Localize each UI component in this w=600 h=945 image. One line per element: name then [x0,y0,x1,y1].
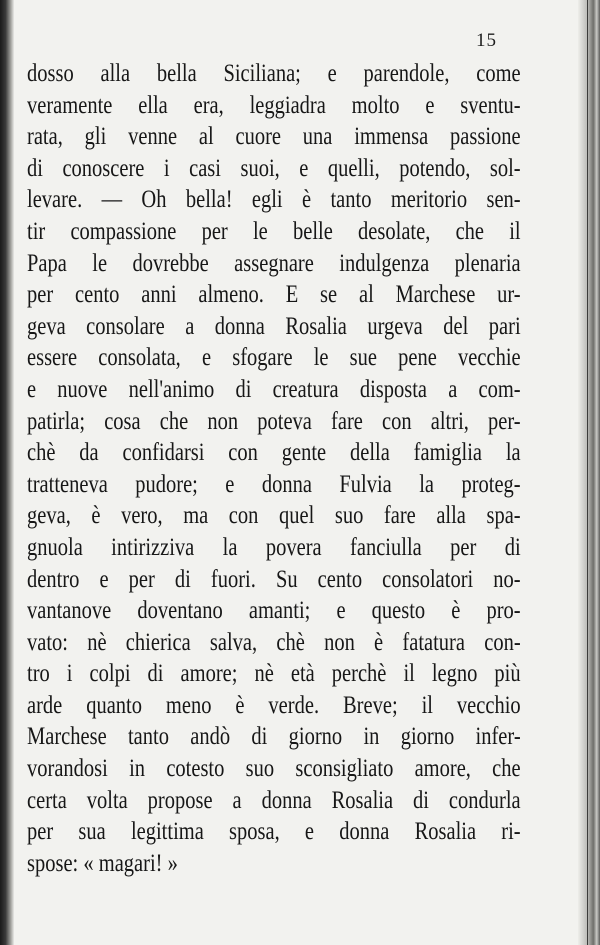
page-number: 15 [476,30,497,51]
text-line: geva consolare a donna Rosalia urgeva del pari [27,312,521,340]
text-line: per cento anni almeno. E se al Marchese ur- [27,281,521,309]
text-line: vato: nè chierica salva, chè non è fatatura con- [27,628,521,656]
text-line: gnuola intirizziva la povera fanciulla per di [27,533,521,561]
text-line: tir compassione per le belle desolate, che il [27,217,521,245]
page-outer-edge [578,0,600,945]
text-line: veramente ella era, leggiadra molto e sventu- [27,91,521,119]
text-line: chè da confidarsi con gente della famiglia la [27,439,521,467]
text-line: Papa le dovrebbe assegnare indulgenza plenaria [27,249,521,277]
text-line: di conoscere i casi suoi, e quelli, potendo, sol- [27,154,521,182]
text-line: rata, gli venne al cuore una immensa passione [27,123,521,151]
text-line: per sua legittima sposa, e donna Rosalia ri- [27,818,521,846]
text-line: Marchese tanto andò di giorno in giorno infer- [27,723,521,751]
text-line: arde quanto meno è verde. Breve; il vecchio [27,691,521,719]
text-line: vorandosi in cotesto suo sconsigliato amore, che [27,755,521,783]
page-binding-edge [0,0,14,945]
text-line: patirla; cosa che non poteva fare con altri, per- [27,407,521,435]
text-line: certa volta propose a donna Rosalia di condurla [27,786,521,814]
body-text [27,58,521,879]
text-line: levare. — Oh bella! egli è tanto meritorio sen- [27,186,521,214]
text-line: tratteneva pudore; e donna Fulvia la proteg- [27,470,521,498]
text-line: vantanove doventano amanti; e questo è pro- [27,597,521,625]
text-line: tro i colpi di amore; nè età perchè il legno più [27,660,521,688]
text-line: dentro e per di fuori. Su cento consolatori no- [27,565,521,593]
text-line: geva, è vero, ma con quel suo fare alla spa- [27,502,521,530]
text-line: e nuove nell'animo di creatura disposta a com- [27,375,521,403]
text-line: dosso alla bella Siciliana; e parendole, come [27,60,521,87]
text-line: essere consolata, e sfogare le sue pene vecchie [27,344,521,372]
text-line-last: spose: « magari! » [27,849,178,877]
